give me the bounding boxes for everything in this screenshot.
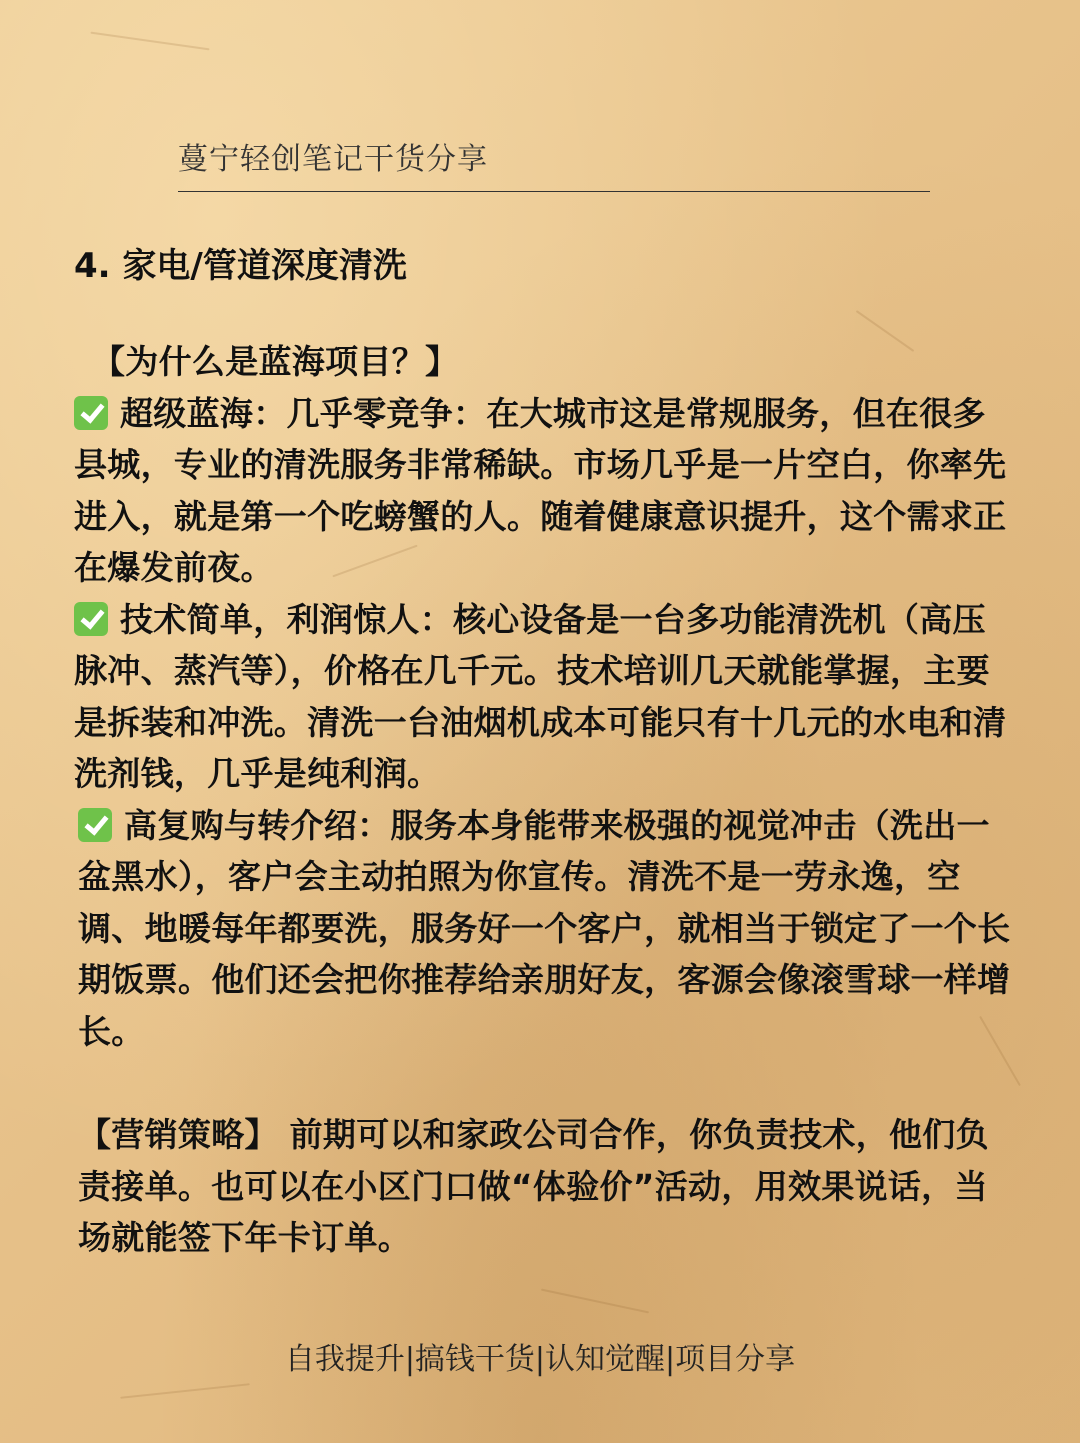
point-text: 服务本身能带来极强的视觉冲击（洗出一盆黑水），客户会主动拍照为你宣传。清洗不是一劳永逸，空调、地暖每年都要洗，服务好一个客户，就相当于锁定了一个长期饭票。他们还会把你推荐给亲朋好友，客源会像滚雪球一样增长。 <box>78 805 1011 1051</box>
section-title: 4. 家电/管道深度清洗 <box>74 246 407 286</box>
paper-fiber <box>541 1289 649 1314</box>
marketing-paragraph <box>74 1109 1014 1264</box>
marketing-heading: 【营销策略】 <box>78 1115 278 1154</box>
why-heading: 【为什么是蓝海项目？】 <box>92 342 459 381</box>
point-text: 在大城市这是常规服务，但在很多县城，专业的清洗服务非常稀缺。市场几乎是一片空白，你率先进入，就是第一个吃螃蟹的人。随着健康意识提升，这个需求正在爆发前夜。 <box>74 393 1007 587</box>
point-label: 高复购与转介绍： <box>124 805 391 845</box>
check-mark-icon <box>74 396 108 430</box>
point-label: 超级蓝海：几乎零竞争： <box>120 393 487 433</box>
spacer <box>74 1057 1014 1109</box>
point-text: 核心设备是一台多功能清洗机（高压脉冲、蒸汽等），价格在几千元。技术培训几天就能掌握，主要是拆装和冲洗。清洗一台油烟机成本可能只有十几元的水电和清洗剂钱，几乎是纯利润。 <box>74 599 1007 793</box>
header-title: 蔓宁轻创笔记干货分享 <box>178 142 488 177</box>
check-mark-icon <box>74 602 108 636</box>
point-item <box>74 800 1014 1058</box>
paper-fiber <box>120 1383 249 1399</box>
article-body <box>74 336 1014 1264</box>
header-divider <box>178 191 930 192</box>
point-item <box>74 388 1014 594</box>
check-mark-icon <box>78 808 112 842</box>
marketing-text: 前期可以和家政公司合作，你负责技术，他们负责接单。也可以在小区门口做“体验价”活动，用效果说话，当场就能签下年卡订单。 <box>78 1115 989 1257</box>
paper-fiber <box>90 32 209 51</box>
point-item <box>74 594 1014 800</box>
footer-tags: 自我提升|搞钱干货|认知觉醒|项目分享 <box>284 1342 796 1377</box>
point-label: 技术简单，利润惊人： <box>120 599 453 639</box>
